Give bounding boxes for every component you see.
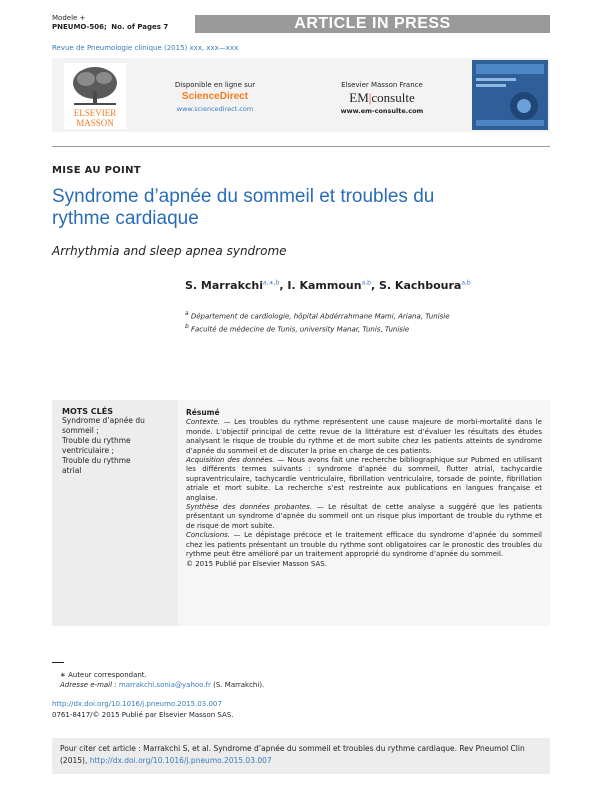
em-consulte-block — [322, 80, 442, 116]
citation-box — [52, 738, 550, 774]
abstract-copyright: © 2015 Publié par Elsevier Masson SAS. — [186, 559, 327, 568]
sciencedirect-logo[interactable]: ScienceDirect — [181, 91, 249, 102]
keyword-line: Trouble du rythme — [62, 456, 131, 465]
keyword-line: sommeil ; — [62, 426, 99, 435]
author-sup[interactable]: a,b — [361, 279, 371, 287]
article-in-press-banner: ARTICLE IN PRESS — [195, 15, 550, 33]
keyword-line: Syndrome d’apnée du — [62, 416, 145, 425]
cover-image-icon — [472, 60, 548, 130]
abstract-paragraph: Conclusions. — Le dépistage précoce et le traitement efficace du syndrome d’apnée du sommeil chez les patients présentant un trouble du rythme sont obligatoires car le pronostic des troubles du rythme peut être amélioré par un traitement approprié du syndrome d’apnée du sommeil. — [186, 531, 542, 559]
author-name: S. Marrakchi — [185, 279, 264, 292]
email-label: Adresse e-mail : — [60, 681, 117, 689]
em-label: Elsevier Masson France — [341, 81, 423, 89]
article-title: Syndrome d’apnée du sommeil et troubles du rythme cardiaque — [52, 186, 435, 229]
divider — [52, 146, 550, 147]
author-sup[interactable]: a,b — [461, 279, 471, 287]
affiliation-mark: b — [185, 324, 189, 331]
abstract-paragraph: Synthèse des données probantes. — Le résultat de cette analyse a suggéré que les patients présentant un syndrome d’apnée du sommeil ont un risque plus important de trouble du rythme et de risque de mort subite. — [186, 503, 542, 530]
keyword-line: Trouble du rythme — [62, 436, 131, 445]
abstract-paragraph: Contexte. — Les troubles du rythme représentent une cause majeure de morbi-mortalité dans le monde. L’objectif principal de cette revue de la littérature est d’évaluer les résultats des études analysant le risque de trouble du rythme et de mort subite chez les patients atteints de syndrome d’apnée du sommeil et de discuter la prise en charge de ces patients. — [186, 418, 542, 455]
affiliation-item — [185, 322, 450, 335]
manuscript-code — [52, 14, 168, 32]
logo-text-bottom: MASSON — [76, 118, 114, 128]
elsevier-logo — [64, 63, 126, 129]
keyword-line: ventriculaire ; — [62, 446, 114, 455]
keywords-panel — [52, 400, 178, 626]
email-link[interactable]: marrakchi.sonia@yahoo.fr — [118, 681, 211, 689]
affiliation-mark: a — [185, 311, 189, 317]
citation-text: Pour citer cet article : Marrakchi S, et al. Syndrome d’apnée du sommeil et troubles du rythme cardiaque. Rev Pneumol Clin (2015), — [60, 744, 525, 765]
pages-label: No. of Pages 7 — [111, 23, 169, 31]
abstract-title: Résumé — [186, 408, 220, 417]
code-line: PNEUMO-506; — [52, 23, 107, 31]
article-subtitle: Arrhythmia and sleep apnea syndrome — [52, 244, 287, 258]
sd-label: Disponible en ligne sur — [174, 81, 256, 89]
keyword-line: atrial — [62, 466, 82, 475]
abstract-label: Contexte. — [186, 418, 221, 427]
logo-text-top: ELSEVIER — [73, 108, 117, 118]
author-name: S. Kachboura — [378, 279, 462, 292]
keywords-list — [62, 416, 168, 476]
citation-doi-link[interactable]: http://dx.doi.org/10.1016/j.pneumo.2015.03.007 — [89, 756, 272, 765]
issn-line: 0761-8417/© 2015 Publié par Elsevier Masson SAS. — [52, 711, 234, 719]
keywords-title: MOTS CLÉS — [62, 407, 113, 416]
abstract-label: Acquisition des données. — [186, 456, 275, 465]
affiliations — [185, 309, 450, 336]
em-consulte-logo[interactable]: EM|consulte — [349, 90, 415, 105]
em-url[interactable]: www.em-consulte.com — [340, 107, 424, 115]
journal-reference[interactable]: Revue de Pneumologie clinique (2015) xxx, xxx—xxx — [52, 44, 239, 52]
model-line: Modele + — [52, 14, 86, 22]
corresponding-author — [60, 670, 264, 690]
affiliation-item — [185, 309, 450, 322]
section-label: MISE AU POINT — [52, 165, 141, 176]
em-brand-right: consulte — [371, 90, 415, 105]
abstract-label: Conclusions. — [186, 531, 231, 540]
journal-cover-thumbnail — [472, 60, 548, 130]
abstract-label: Synthèse des données probantes. — [186, 503, 313, 512]
affiliation-text: Faculté de médecine de Tunis, university Manar, Tunis, Tunisie — [190, 325, 410, 334]
sd-url[interactable]: www.sciencedirect.com — [176, 105, 254, 113]
author-sup[interactable]: a,∗,b — [263, 279, 280, 287]
corr-label: ∗ Auteur correspondant. — [60, 671, 147, 679]
abstract-paragraph: Acquisition des données. — Nous avons fait une recherche bibliographique sur Pubmed en utilisant les différents termes suivants : syndrome d’apnée du sommeil, flutter atrial, tachycardie supraventriculaire, tachycardie ventriculaire, fibrillation ventriculaire, torsade de pointe, fibrillation atriale et mort subite. La recherche s’est restreinte aux publications en langues française et anglaise. — [186, 456, 542, 502]
email-suffix: (S. Marrakchi). — [213, 681, 265, 689]
abstract-panel — [178, 400, 550, 626]
footnote-rule — [52, 662, 64, 663]
author-name: I. Kammoun — [287, 279, 362, 292]
em-brand-left: EM — [349, 90, 369, 105]
sciencedirect-block — [160, 80, 270, 114]
elsevier-tree-icon — [64, 63, 126, 129]
affiliation-text: Département de cardiologie, hôpital Abdérrahmane Mami, Ariana, Tunisie — [190, 312, 450, 321]
author-list: S. Marrakchi$^{a,∗,b}$, I. Kammoun$^{a,b}$, S. Kachboura$^{a,b}$ — [185, 279, 471, 292]
doi-link[interactable]: http://dx.doi.org/10.1016/j.pneumo.2015.03.007 — [52, 700, 222, 708]
